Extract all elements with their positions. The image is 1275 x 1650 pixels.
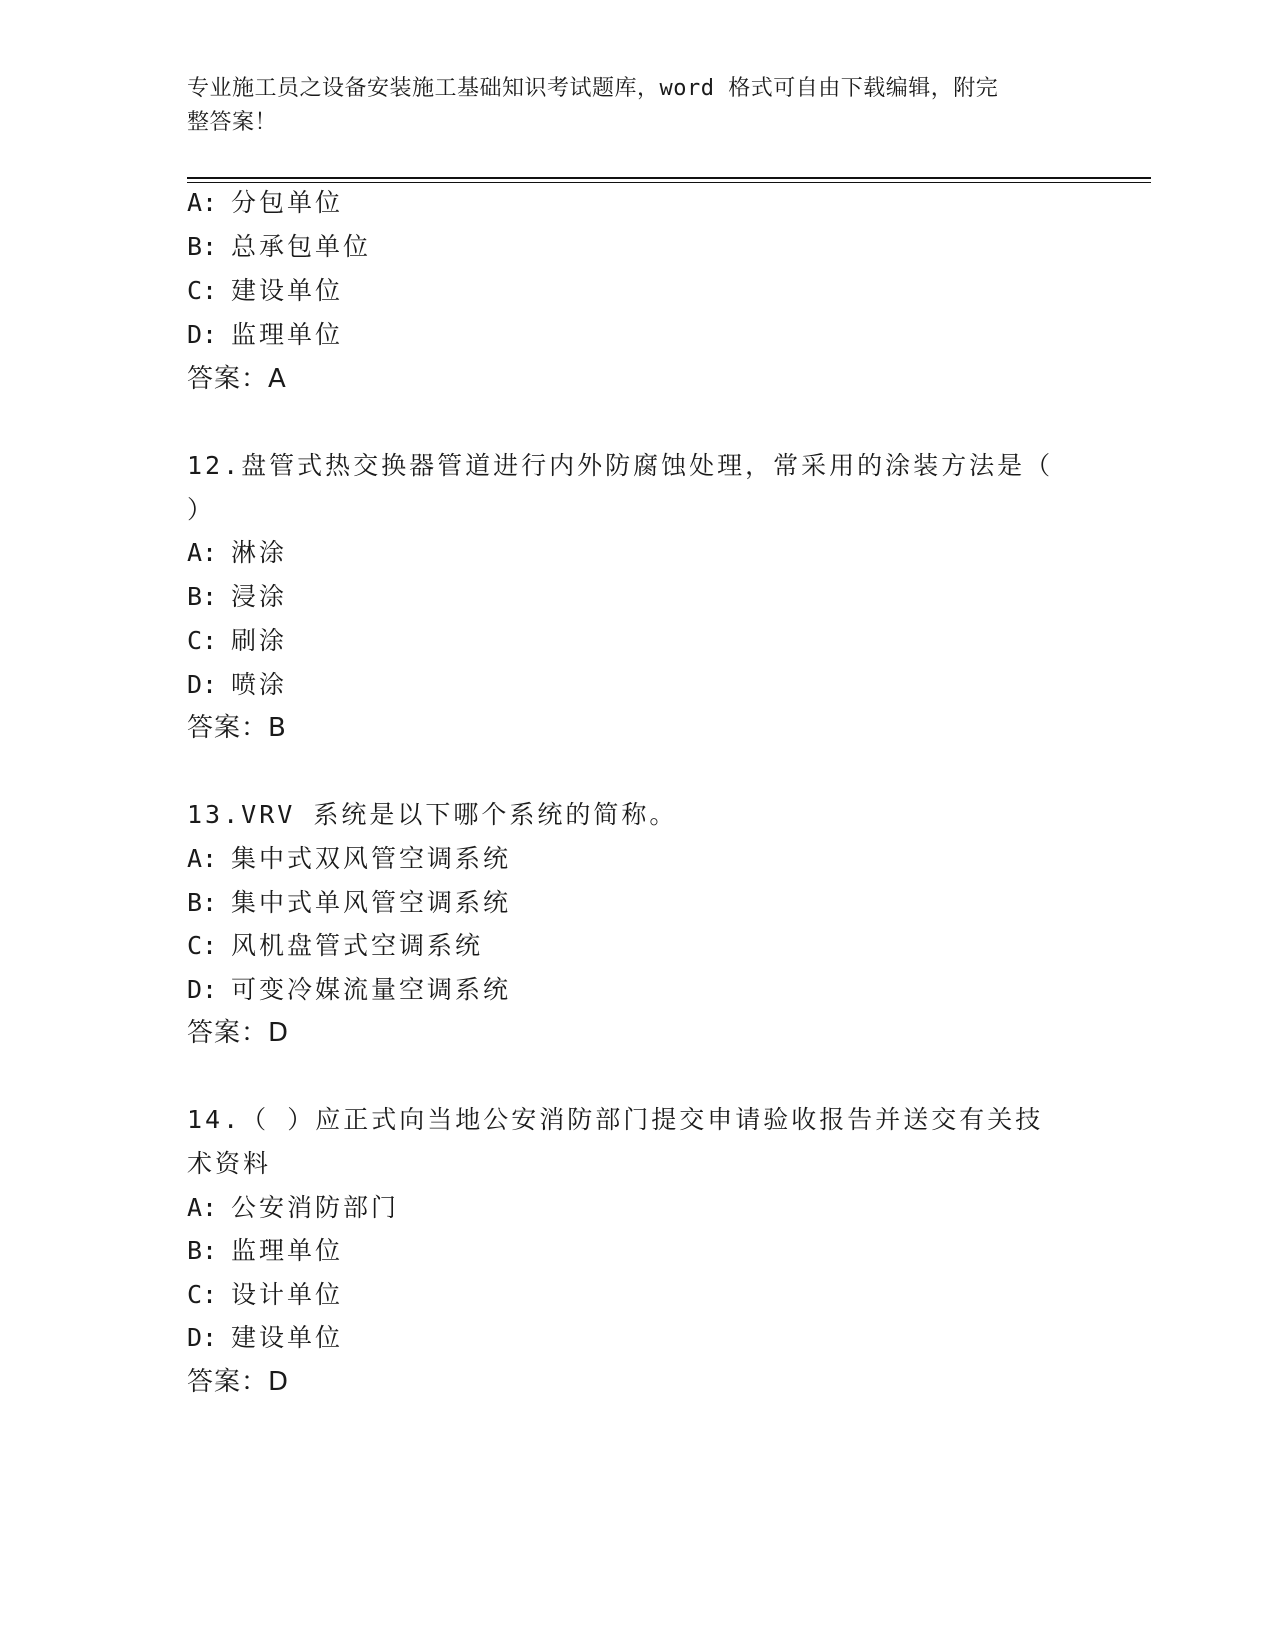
q12-option-b: B: 浸涂: [187, 582, 288, 611]
q12-option-a: A: 淋涂: [187, 538, 288, 567]
q12-option-c: C: 刷涂: [187, 626, 288, 655]
q11-answer: 答案：A: [187, 364, 287, 394]
q14-stem-line-2: 术资料: [187, 1149, 272, 1178]
q11-option-b: B: 总承包单位: [187, 232, 372, 261]
q13-option-a: A: 集中式双风管空调系统: [187, 844, 512, 873]
q11-option-c: C: 建设单位: [187, 276, 344, 305]
q13-option-c: C: 风机盘管式空调系统: [187, 931, 484, 960]
q14-option-d: D: 建设单位: [187, 1323, 344, 1352]
document-header: [187, 72, 1067, 140]
q12-stem-line-1: 12.盘管式热交换器管道进行内外防腐蚀处理，常采用的涂装方法是（: [187, 451, 1054, 480]
q13-answer: 答案：D: [187, 1018, 290, 1048]
header-divider-thin: [187, 182, 1151, 183]
q13-option-d: D: 可变冷媒流量空调系统: [187, 975, 512, 1004]
q11-option-d: D: 监理单位: [187, 320, 344, 349]
q14-answer: 答案：D: [187, 1367, 290, 1397]
q13-stem-line-1: 13.VRV 系统是以下哪个系统的简称。: [187, 800, 678, 829]
q12-answer: 答案：B: [187, 713, 287, 743]
q12-option-d: D: 喷涂: [187, 670, 288, 699]
q12-stem-line-2: ）: [187, 495, 216, 524]
header-line-1: 专业施工员之设备安装施工基础知识考试题库，word 格式可自由下载编辑，附完: [187, 76, 999, 101]
header-line-2: 整答案！: [187, 110, 278, 135]
q14-option-b: B: 监理单位: [187, 1236, 344, 1265]
q11-option-a: A: 分包单位: [187, 188, 344, 217]
q14-option-c: C: 设计单位: [187, 1280, 344, 1309]
q14-stem-line-1: 14.（ ）应正式向当地公安消防部门提交申请验收报告并送交有关技: [187, 1105, 1044, 1134]
header-divider-thick: [187, 177, 1151, 179]
q14-option-a: A: 公安消防部门: [187, 1193, 400, 1222]
q13-option-b: B: 集中式单风管空调系统: [187, 888, 512, 917]
